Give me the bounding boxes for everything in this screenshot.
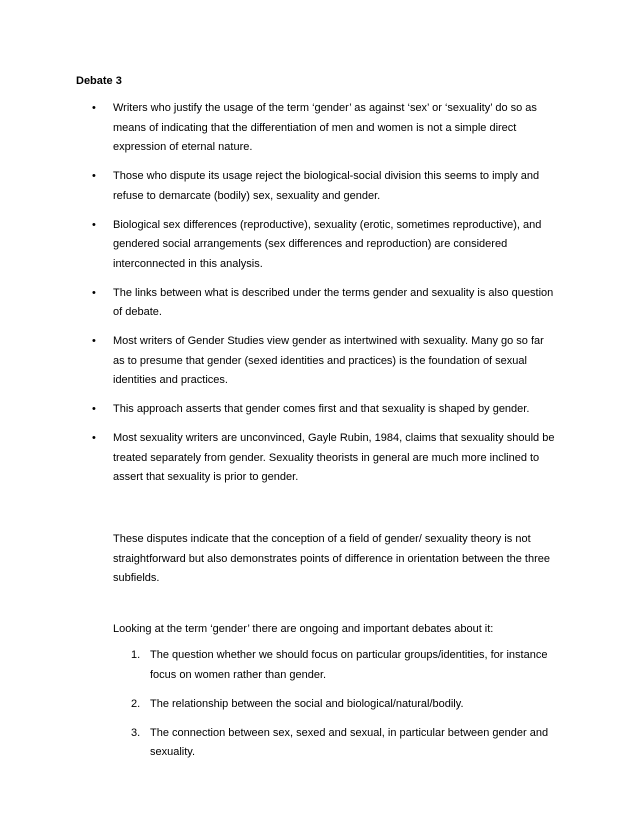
intro-paragraph: Looking at the term ‘gender’ there are ongoing and important debates about it: [113,623,494,635]
bullet-list [0,99,638,497]
bullet-marker: • [92,335,96,347]
numbered-item [0,695,550,715]
bullet-item [0,167,555,206]
bullet-text: Most writers of Gender Studies view gender as intertwined with sexuality. Many go so far as to presume that gender (sexed identities and practices) is the foundation of sexual identities and practices. [113,335,544,386]
bullet-text: Those who dispute its usage reject the biological-social division this seems to imply and refuse to demarcate (bodily) sex, sexuality and gender. [113,170,540,202]
section-heading: Debate 3 [76,75,122,87]
bullet-text: Biological sex differences (reproductive), sexuality (erotic, sometimes reproductive), and gendered social arrangements (sex differences and reproduction) are considered interconnected in this analysis. [113,218,542,270]
numbered-item [0,646,550,685]
item-number: 3. [131,726,141,739]
item-number: 1. [131,649,141,661]
bullet-marker: • [92,403,96,415]
summary-paragraph: These disputes indicate that the conception of a field of gender/ sexuality theory is not straightforward but also demonstrates points of difference in orientation between the three subfields. [113,533,551,584]
bullet-item [0,284,555,323]
numbered-text: The question whether we should focus on particular groups/identities, for instance focus on women rather than gender. [150,649,548,681]
numbered-text: The connection between sex, sexed and sexual, in particular between gender and sexuality. [150,726,549,758]
bullet-marker: • [92,432,96,444]
bullet-item [0,400,555,420]
bullet-marker: • [92,218,96,231]
bullet-item [0,99,555,158]
bullet-item [0,216,555,275]
bullet-text: Most sexuality writers are unconvinced, Gayle Rubin, 1984, claims that sexuality should be treated separately from gender. Sexuality theorists in general are much more inclined to assert that sexuality is prior to gender. [113,432,555,483]
numbered-list [0,646,638,772]
bullet-text: Writers who justify the usage of the term ‘gender’ as against ‘sex’ or ‘sexuality’ do so as means of indicating that the differentiation of men and women is not a simple direct expression of eternal nature. [113,102,537,153]
bullet-text: The links between what is described under the terms gender and sexuality is also question of debate. [113,286,554,318]
item-number: 2. [131,697,141,710]
bullet-text: This approach asserts that gender comes first and that sexuality is shaped by gender. [113,403,530,415]
numbered-item [0,724,550,763]
bullet-item [0,429,555,488]
numbered-text: The relationship between the social and biological/natural/bodily. [150,697,464,710]
bullet-marker: • [92,102,96,114]
bullet-marker: • [92,286,96,299]
bullet-marker: • [92,170,96,182]
bullet-item [0,332,555,391]
